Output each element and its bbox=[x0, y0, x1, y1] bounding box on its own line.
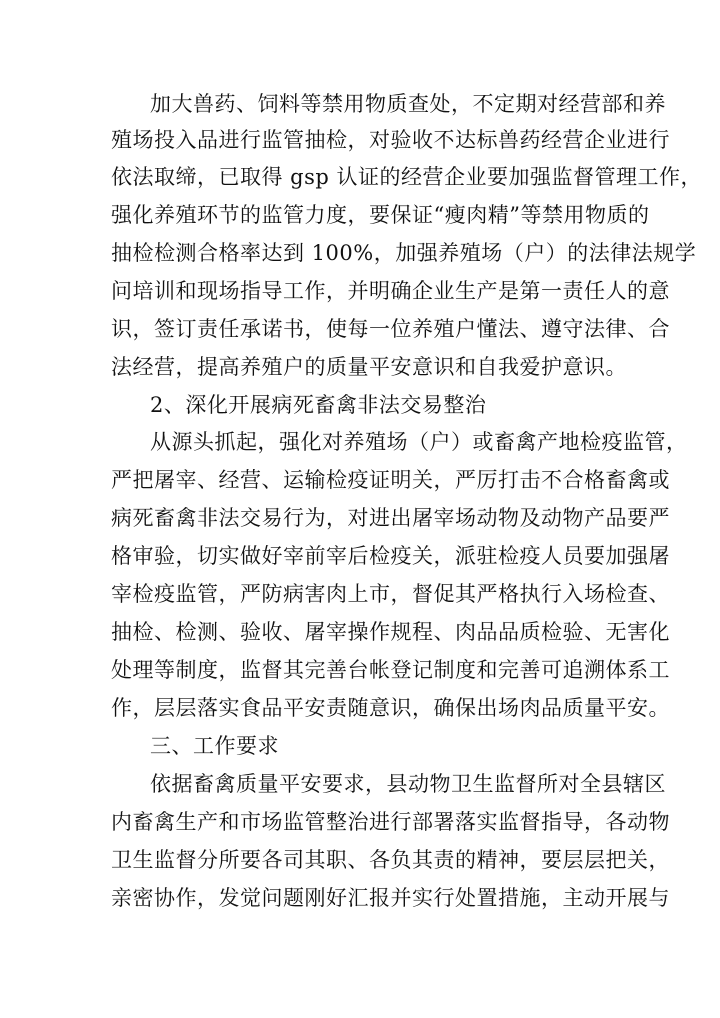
line-text: 宰检疫监管，严防病害肉上市，督促其严格执行入场检查、 bbox=[111, 582, 670, 606]
line-text: 抽检、检测、验收、屠宰操作规程、肉品品质检验、无害化 bbox=[111, 620, 670, 644]
paragraph-line bbox=[0, 309, 720, 349]
heading-text: 三、工作要求 bbox=[150, 734, 279, 758]
line-text: 加大兽药、饲料等禁用物质查处，不定期对经营部和养 bbox=[150, 92, 666, 116]
paragraph-line bbox=[0, 650, 720, 690]
section-heading bbox=[0, 385, 720, 425]
paragraph-line bbox=[0, 878, 720, 918]
paragraph-line bbox=[0, 536, 720, 576]
paragraph-line bbox=[0, 612, 720, 652]
line-text: 殖场投入品进行监管抽检，对验收不达标兽药经营企业进行 bbox=[111, 128, 670, 152]
paragraph-line bbox=[0, 157, 720, 197]
line-text: 格审验，切实做好宰前宰后检疫关，派驻检疫人员要加强屠 bbox=[111, 544, 670, 568]
line-text: 依据畜禽质量平安要求，县动物卫生监督所对全县辖区 bbox=[150, 772, 666, 796]
paragraph-line bbox=[0, 120, 720, 160]
line-text: 强化养殖环节的监管力度，要保证“瘦肉精”等禁用物质的 bbox=[111, 203, 650, 227]
line-text: 严把屠宰、经营、运输检疫证明关，严厉打击不合格畜禽或 bbox=[111, 468, 670, 492]
paragraph-line bbox=[0, 422, 720, 462]
line-text: 内畜禽生产和市场监管整治进行部署落实监督指导，各动物 bbox=[111, 810, 670, 834]
line-text: 问培训和现场指导工作，并明确企业生产是第一责任人的意 bbox=[111, 279, 670, 303]
paragraph-line bbox=[0, 688, 720, 728]
paragraph-line bbox=[0, 498, 720, 538]
line-text: 识，签订责任承诺书，使每一位养殖户懂法、遵守法律、合 bbox=[111, 317, 670, 341]
heading-text: 2、深化开展病死畜禽非法交易整治 bbox=[150, 393, 487, 417]
paragraph-line bbox=[0, 195, 720, 235]
paragraph-line bbox=[0, 840, 720, 880]
line-text: 作，层层落实食品平安责随意识，确保出场肉品质量平安。 bbox=[111, 696, 670, 720]
line-text: 从源头抓起，强化对养殖场（户）或畜禽产地检疫监管， bbox=[150, 430, 688, 454]
paragraph-line bbox=[0, 84, 720, 124]
paragraph-line bbox=[0, 764, 720, 804]
paragraph-line bbox=[0, 271, 720, 311]
line-text: 法经营，提高养殖户的质量平安意识和自我爱护意识。 bbox=[111, 355, 627, 379]
line-text: 抽检检测合格率达到 100%，加强养殖场（户）的法律法规学 bbox=[111, 241, 697, 265]
line-text: 处理等制度，监督其完善台帐登记制度和完善可追溯体系工 bbox=[111, 658, 670, 682]
line-text: 亲密协作，发觉问题刚好汇报并实行处置措施，主动开展与 bbox=[111, 886, 670, 910]
line-text: 卫生监督分所要各司其职、各负其责的精神，要层层把关， bbox=[111, 848, 670, 872]
paragraph-line bbox=[0, 347, 720, 387]
paragraph-line bbox=[0, 460, 720, 500]
section-heading bbox=[0, 726, 720, 766]
line-text: 依法取缔，已取得 gsp 认证的经营企业要加强监督管理工作， bbox=[111, 165, 703, 189]
paragraph-line bbox=[0, 233, 720, 273]
paragraph-line bbox=[0, 574, 720, 614]
paragraph-line bbox=[0, 802, 720, 842]
line-text: 病死畜禽非法交易行为，对进出屠宰场动物及动物产品要严 bbox=[111, 506, 670, 530]
